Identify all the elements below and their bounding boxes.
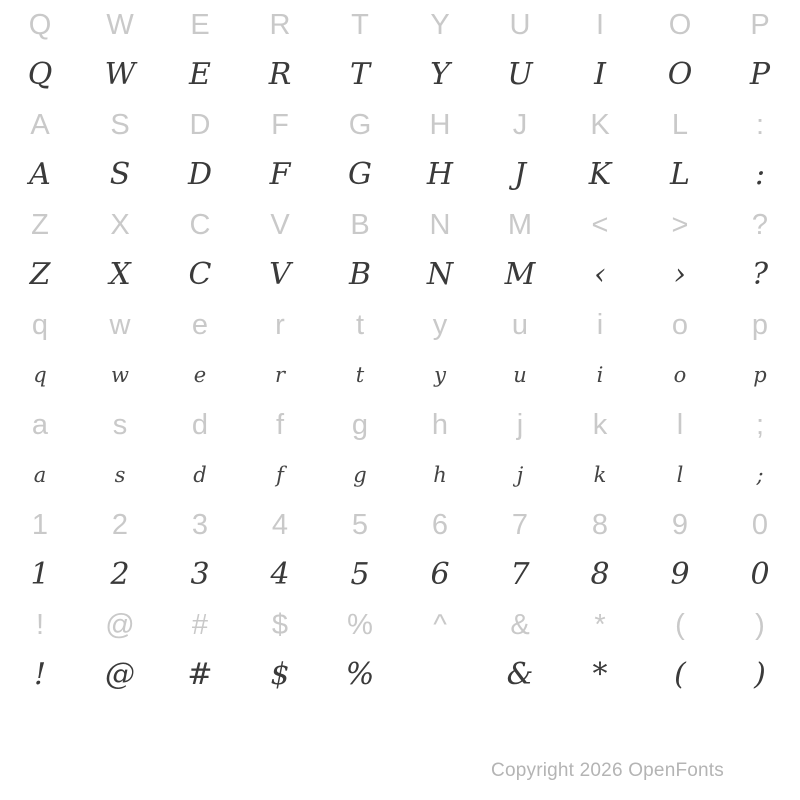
key-label-cell: (	[675, 609, 685, 641]
key-label-cell: K	[590, 109, 610, 141]
glyph-cell: ‹	[594, 257, 606, 292]
key-label-cell: O	[668, 9, 692, 41]
glyph-cell: D	[187, 157, 213, 192]
glyph-cell: i	[596, 363, 604, 387]
key-label-cell: *	[594, 609, 606, 641]
glyph-cell: H	[426, 157, 454, 192]
glyph-cell: P	[749, 57, 771, 92]
key-label-cell: D	[189, 109, 211, 141]
key-label-cell: e	[191, 309, 209, 341]
key-label-cell: R	[269, 9, 291, 41]
key-label-cell: h	[431, 409, 449, 441]
key-label-cell: )	[755, 609, 765, 641]
glyph-cell: L	[670, 157, 690, 192]
glyph-cell: G	[348, 157, 372, 192]
key-label-cell: ^	[433, 609, 447, 641]
glyph-cell: 8	[590, 557, 610, 592]
specimen-row-digits	[0, 550, 800, 600]
key-label-cell: 1	[31, 509, 49, 541]
keyboard-row-symbols	[0, 600, 800, 650]
key-label-cell: Z	[31, 209, 49, 241]
key-label-cell: i	[596, 309, 604, 341]
glyph-cell: r	[274, 363, 286, 387]
glyph-cell: N	[426, 257, 454, 292]
keyboard-row-zxcv-upper	[0, 200, 800, 250]
key-label-cell: E	[190, 9, 210, 41]
glyph-cell: o	[673, 363, 687, 387]
keyboard-row-asdf-upper	[0, 100, 800, 150]
key-label-cell: 8	[591, 509, 609, 541]
specimen-row-asdf-upper	[0, 150, 800, 200]
keyboard-row-asdf-lower	[0, 400, 800, 450]
key-label-cell: J	[512, 109, 528, 141]
key-label-cell: L	[671, 109, 689, 141]
copyright-notice: Copyright 2026 OpenFonts	[491, 760, 724, 781]
key-label-cell: W	[106, 9, 134, 41]
glyph-cell: R	[268, 57, 292, 92]
glyph-cell: @	[105, 657, 135, 692]
keyboard-row-qwerty-upper	[0, 0, 800, 50]
key-label-cell: u	[511, 309, 529, 341]
glyph-cell: 3	[190, 557, 210, 592]
glyph-cell: s	[114, 463, 126, 487]
glyph-cell: B	[348, 257, 372, 292]
glyph-cell: Y	[430, 57, 450, 92]
key-label-cell: o	[671, 309, 689, 341]
key-label-cell: C	[189, 209, 211, 241]
key-label-cell: k	[592, 409, 608, 441]
key-label-cell: y	[432, 309, 448, 341]
key-label-cell: ;	[755, 409, 765, 441]
glyph-cell: 0	[750, 557, 770, 592]
specimen-row-qwerty-lower	[0, 350, 800, 400]
key-label-cell: H	[429, 109, 451, 141]
key-label-cell: Y	[430, 9, 450, 41]
glyph-cell: %	[345, 657, 375, 692]
key-label-cell: X	[110, 209, 130, 241]
key-label-cell: &	[510, 609, 530, 641]
glyph-cell: F	[269, 157, 291, 192]
glyph-cell: t	[355, 363, 365, 387]
key-label-cell: >	[671, 209, 689, 241]
key-label-cell: 7	[511, 509, 529, 541]
glyph-cell: E	[189, 57, 211, 92]
key-label-cell: w	[109, 309, 131, 341]
key-label-cell: A	[30, 109, 50, 141]
glyph-cell: #	[187, 657, 213, 692]
key-label-cell: F	[271, 109, 289, 141]
key-label-cell: @	[105, 609, 135, 641]
key-label-cell: q	[31, 309, 49, 341]
key-label-cell: 4	[271, 509, 289, 541]
glyph-cell: a	[33, 463, 47, 487]
glyph-cell: :	[754, 157, 766, 192]
key-label-cell: p	[751, 309, 769, 341]
glyph-cell: O	[667, 57, 693, 92]
key-label-cell: g	[351, 409, 369, 441]
specimen-row-symbols	[0, 650, 800, 700]
glyph-cell: (	[674, 657, 686, 692]
key-label-cell: :	[755, 109, 765, 141]
glyph-cell: Z	[29, 257, 51, 292]
specimen-row-zxcv-upper	[0, 250, 800, 300]
key-label-cell: 0	[751, 509, 769, 541]
glyph-cell: K	[588, 157, 612, 192]
glyph-cell: U	[507, 57, 533, 92]
glyph-cell: 1	[30, 557, 50, 592]
glyph-cell: 4	[270, 557, 290, 592]
key-label-cell: 5	[351, 509, 369, 541]
key-label-cell: I	[595, 9, 605, 41]
key-label-cell: !	[35, 609, 45, 641]
glyph-cell: f	[276, 463, 284, 487]
key-label-cell: 2	[111, 509, 129, 541]
key-label-cell: f	[275, 409, 285, 441]
glyph-cell: 5	[350, 557, 370, 592]
key-label-cell: B	[350, 209, 370, 241]
glyph-cell: g	[353, 463, 367, 487]
key-label-cell: r	[275, 309, 285, 341]
key-label-cell: $	[271, 609, 289, 641]
key-label-cell: j	[516, 409, 524, 441]
key-label-cell: a	[31, 409, 49, 441]
key-label-cell: V	[270, 209, 290, 241]
glyph-cell: Q	[27, 57, 53, 92]
glyph-cell: W	[104, 57, 136, 92]
glyph-cell: d	[193, 463, 207, 487]
glyph-cell: h	[433, 463, 447, 487]
key-label-cell: U	[509, 9, 531, 41]
glyph-cell: &	[506, 657, 534, 692]
glyph-cell: C	[188, 257, 212, 292]
glyph-cell: ›	[674, 257, 686, 292]
key-label-cell: P	[750, 9, 770, 41]
glyph-cell: l	[676, 463, 684, 487]
glyph-cell: M	[504, 257, 536, 292]
glyph-cell: k	[593, 463, 607, 487]
glyph-cell: q	[33, 363, 47, 387]
key-label-cell: S	[110, 109, 130, 141]
glyph-cell	[400, 650, 480, 700]
key-label-cell: %	[347, 609, 373, 641]
glyph-cell: w	[111, 363, 129, 387]
glyph-cell: )	[754, 657, 766, 692]
key-label-cell: s	[112, 409, 128, 441]
key-label-cell: ?	[751, 209, 769, 241]
glyph-cell: V	[269, 257, 291, 292]
glyph-cell: *	[592, 657, 608, 692]
glyph-cell: 2	[110, 557, 130, 592]
key-label-cell: T	[351, 9, 369, 41]
key-label-cell: l	[676, 409, 684, 441]
glyph-cell: J	[513, 157, 527, 192]
keyboard-row-qwerty-lower	[0, 300, 800, 350]
glyph-cell: 7	[510, 557, 530, 592]
glyph-cell: S	[109, 157, 131, 192]
specimen-row-qwerty-upper	[0, 50, 800, 100]
glyph-cell: p	[753, 363, 767, 387]
key-label-cell: M	[507, 209, 533, 241]
glyph-cell: u	[513, 363, 527, 387]
keyboard-row-digits	[0, 500, 800, 550]
key-label-cell: 6	[431, 509, 449, 541]
key-label-cell: d	[191, 409, 209, 441]
glyph-cell: y	[434, 363, 446, 387]
key-label-cell: 3	[191, 509, 209, 541]
key-label-cell: Q	[28, 9, 52, 41]
glyph-cell: T	[349, 57, 370, 92]
key-label-cell: #	[191, 609, 209, 641]
glyph-cell: X	[109, 257, 131, 292]
glyph-cell: A	[29, 157, 51, 192]
glyph-cell: $	[270, 657, 290, 692]
glyph-cell: ;	[756, 463, 764, 487]
key-label-cell: <	[591, 209, 609, 241]
glyph-cell: I	[594, 57, 606, 92]
key-label-cell: G	[348, 109, 372, 141]
glyph-cell: ?	[751, 257, 769, 292]
key-label-cell: t	[355, 309, 365, 341]
glyph-cell: !	[33, 657, 47, 692]
glyph-cell: 6	[430, 557, 450, 592]
glyph-cell: e	[193, 363, 207, 387]
glyph-cell: j	[516, 463, 524, 487]
specimen-row-asdf-lower	[0, 450, 800, 500]
glyph-cell: 9	[670, 557, 690, 592]
key-label-cell: N	[429, 209, 451, 241]
key-label-cell: 9	[671, 509, 689, 541]
